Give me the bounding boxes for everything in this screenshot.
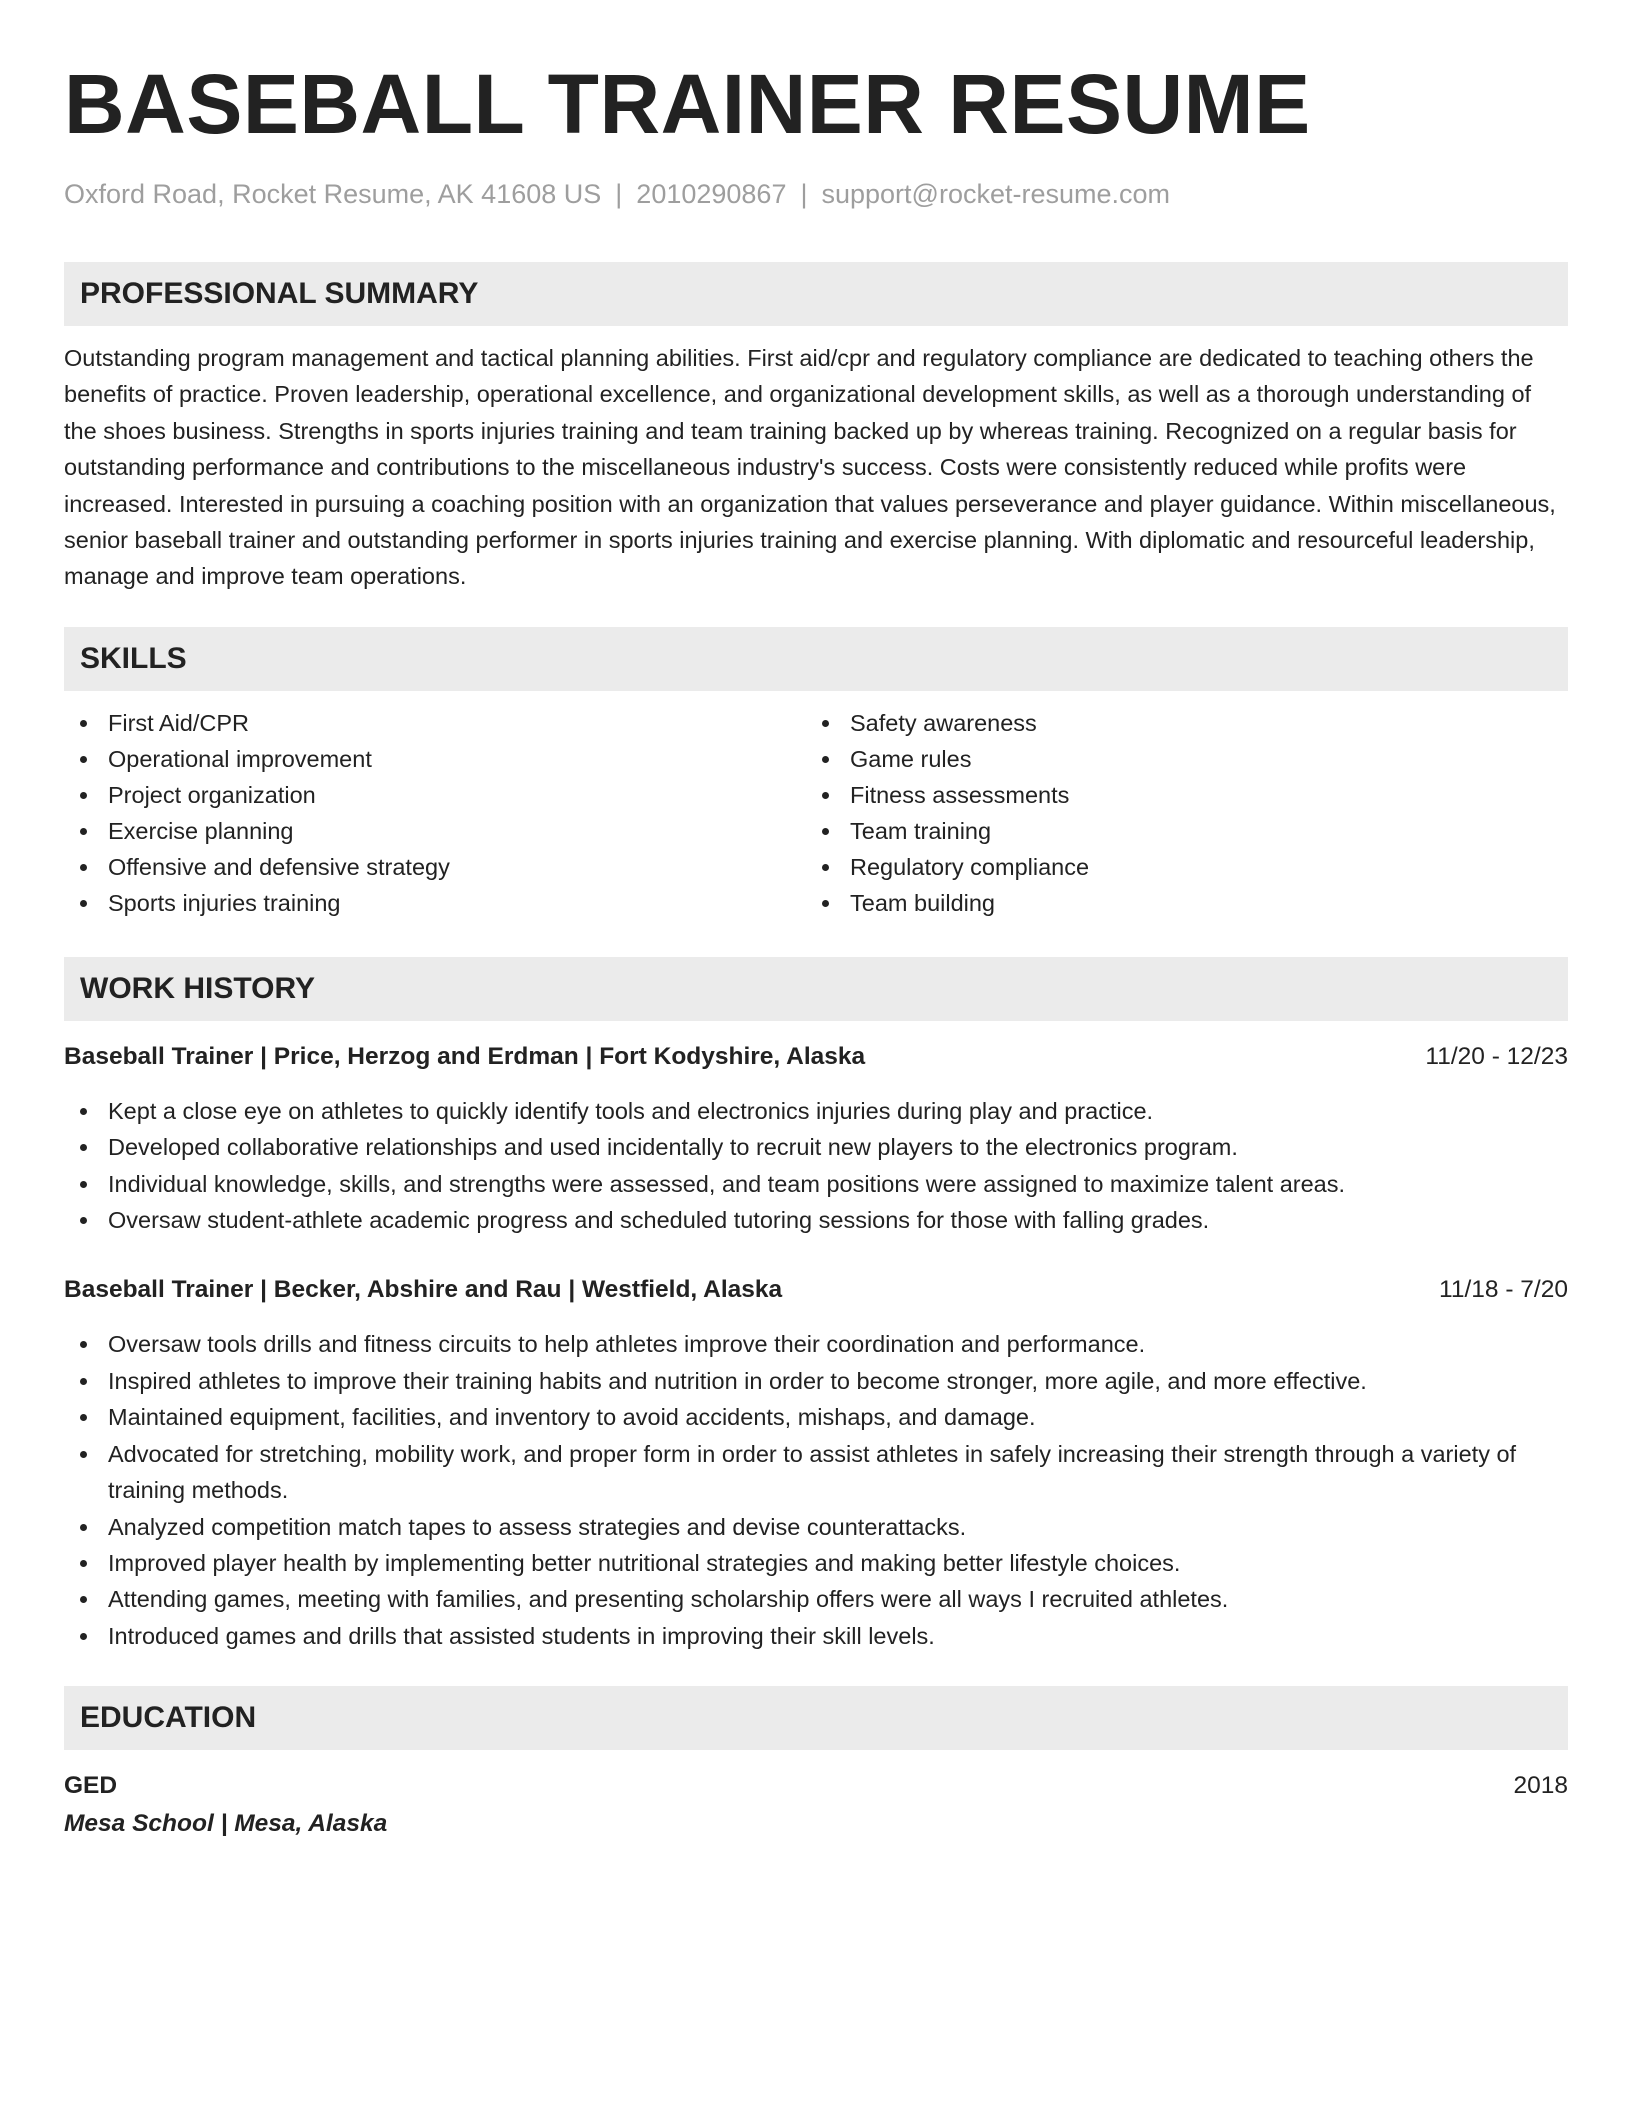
skills-column-right xyxy=(806,705,1548,921)
skills-heading: SKILLS xyxy=(64,627,1568,691)
resume-title: BASEBALL TRAINER RESUME xyxy=(64,57,1311,151)
contact-separator: | xyxy=(615,179,623,209)
education-entry xyxy=(64,1768,1568,1844)
education-degree: GED xyxy=(64,1772,118,1800)
skill-item: Sports injuries training xyxy=(64,885,806,921)
skill-item: Safety awareness xyxy=(806,705,1548,741)
contact-email: support@rocket-resume.com xyxy=(821,179,1171,209)
job-bullet: Advocated for stretching, mobility work, and proper form in order to assist athletes in safely increasing their strength through a variety of training methods. xyxy=(64,1436,1568,1509)
skill-item: Fitness assessments xyxy=(806,777,1548,813)
job-bullet: Oversaw tools drills and fitness circuits to help athletes improve their coordination and performance. xyxy=(64,1326,1568,1362)
job-bullet: Developed collaborative relationships and used incidentally to recruit new players to the electronics program. xyxy=(64,1129,1568,1165)
skill-item: Team training xyxy=(806,813,1548,849)
education-school: Mesa School | Mesa, Alaska xyxy=(64,1810,388,1838)
job-bullets xyxy=(64,1093,1568,1239)
skill-item: Team building xyxy=(806,885,1548,921)
job-dates: 11/18 - 7/20 xyxy=(1439,1276,1568,1304)
skill-item: First Aid/CPR xyxy=(64,705,806,741)
skill-item: Operational improvement xyxy=(64,741,806,777)
skill-item: Exercise planning xyxy=(64,813,806,849)
job-dates: 11/20 - 12/23 xyxy=(1425,1042,1568,1070)
resume-content xyxy=(64,52,1568,1844)
job-bullet: Improved player health by implementing better nutritional strategies and making better lifestyle choices. xyxy=(64,1545,1568,1581)
job-bullet: Kept a close eye on athletes to quickly identify tools and electronics injuries during play and practice. xyxy=(64,1093,1568,1129)
education-year: 2018 xyxy=(1513,1772,1568,1800)
job-title: Baseball Trainer | Price, Herzog and Erdman | Fort Kodyshire, Alaska xyxy=(64,1042,866,1070)
education-heading: EDUCATION xyxy=(64,1686,1568,1750)
job-title: Baseball Trainer | Becker, Abshire and Rau | Westfield, Alaska xyxy=(64,1276,783,1304)
job-bullet: Inspired athletes to improve their training habits and nutrition in order to become stronger, more agile, and more effective. xyxy=(64,1363,1568,1399)
contact-line xyxy=(64,176,1568,212)
job-bullet: Analyzed competition match tapes to assess strategies and devise counterattacks. xyxy=(64,1509,1568,1545)
skill-item: Regulatory compliance xyxy=(806,849,1548,885)
job-bullets xyxy=(64,1326,1568,1654)
contact-phone: 2010290867 xyxy=(636,179,787,209)
job-bullet: Individual knowledge, skills, and strengths were assessed, and team positions were assigned to maximize talent areas. xyxy=(64,1166,1568,1202)
job-bullet: Maintained equipment, facilities, and inventory to avoid accidents, mishaps, and damage. xyxy=(64,1399,1568,1435)
summary-heading: PROFESSIONAL SUMMARY xyxy=(64,262,1568,326)
skills-list xyxy=(64,705,1568,921)
job-bullet: Attending games, meeting with families, and presenting scholarship offers were all ways I recruited athletes. xyxy=(64,1581,1568,1617)
job-entry xyxy=(64,1039,1568,1239)
job-entry xyxy=(64,1272,1568,1654)
contact-separator: | xyxy=(800,179,808,209)
education-header xyxy=(64,1768,1568,1804)
job-bullet: Introduced games and drills that assisted students in improving their skill levels. xyxy=(64,1618,1568,1654)
skills-column-left xyxy=(64,705,806,921)
skill-item: Offensive and defensive strategy xyxy=(64,849,806,885)
contact-address: Oxford Road, Rocket Resume, AK 41608 US xyxy=(64,179,602,209)
summary-text: Outstanding program management and tactical planning abilities. First aid/cpr and regulatory compliance are dedicated to teaching others the benefits of practice. Proven leadership, operational excellence, and organizational development skills, as well as a thorough understanding of the shoes business. Strengths in sports injuries training and team training backed up by whereas training. Recognized on a regular basis for outstanding performance and contributions to the miscellaneous industry's success. Costs were consistently reduced while profits were increased. Interested in pursuing a coaching position with an organization that values perseverance and player guidance. Within miscellaneous, senior baseball trainer and outstanding performer in sports injuries training and exercise planning. With diplomatic and resourceful leadership, manage and improve team operations. xyxy=(64,345,1556,590)
skill-item: Game rules xyxy=(806,741,1548,777)
work-history-heading: WORK HISTORY xyxy=(64,957,1568,1021)
skill-item: Project organization xyxy=(64,777,806,813)
job-header xyxy=(64,1272,1568,1308)
job-header xyxy=(64,1039,1568,1075)
job-bullet: Oversaw student-athlete academic progress and scheduled tutoring sessions for those with falling grades. xyxy=(64,1202,1568,1238)
